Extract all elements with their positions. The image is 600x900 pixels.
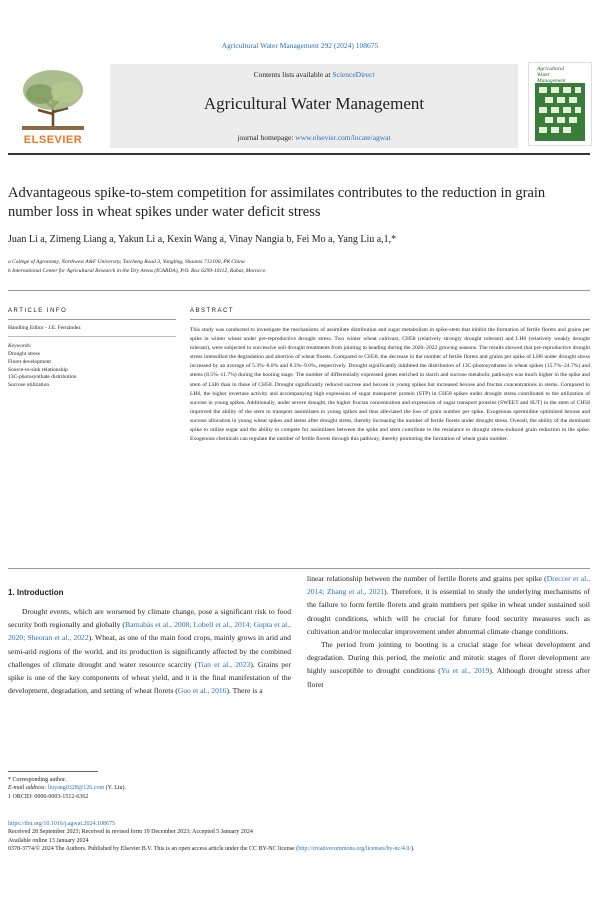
publisher-name: ELSEVIER (23, 134, 83, 146)
intro-paragraph-1 (8, 605, 291, 697)
affiliation-b: b International Center for Agricultural Research in the Dry Areas (ICARDA), P.O. Box 6299-10112, Rabat, Morocco (8, 268, 266, 274)
abstract-heading: ABSTRACT (190, 308, 235, 314)
abstract-text: This study was conducted to investigate the mechanisms of assimilate distribution and sugar metabolism in spike-stem that inhibit the formation of fertile florets and grains per spike in winter wheat under pre-reproductive drought stress. Two winter wheat cultivars, CH58 (relatively strongly drought tolerant) and LH6 (relatively weakly drought tolerant), were subjected to successive soil drought treatments from jointing to heading during the 2020–2022 growing seasons. The results showed that pre-reproductive drought stress intensified the degradation and abortion of wheat florets. Compared to CH58, the decrease in the number of fertile florets and grains per spike of LH6 under drought stress increased by an average of 5.3%–8.0% and 8.3%–9.0%, respectively. Drought significantly inhibited the distribution of 13C-photosynthates in wheat spikes (15.7%–24.7%) and stems (8.5%–11.7%) during the booting stage. The number of differentially expressed genes enriched in starch and sucrose metabolic pathways was much higher in the spike and stem of LH6 than in those of CH58. Drought significantly reduced sucrose and hexose in young spikes but increased hexose and fructan concentrations in stems. Compared to LH6, the higher invertase activity and accompanying high expression of sugar transporter protein (STP) in CH58 spikes under drought stress contributed to the utilization of sucrose in young spikes. Additionally, under severe drought, the higher fructan concentration and expression of sugar transport proteins (SWEET and SUT) in the stem of CH58 improved the ability of the stem to transport assimilates to young spikes and thus alleviated the loss of grain number per spike. Exogenous spermidine optimized hexose and sucrose allocation in young wheat spikes and stems after drought stress, thereby increasing the number of fertile florets under drought stress. Overall, the ability of the dominant spike to utilize sugar and the ability to compete for assimilates between the spike and stem contribute to the resistance to drought stress-induced grain reduction in the spike. Exogenous chemicals can regulate the number of fertile florets through this pathway, thereby promoting the formation of wheat grain number. (190, 327, 590, 443)
orcid-note: 1 ORCID: 0000-0003-1512-6362 (8, 793, 89, 800)
text-span: Drought events, which are worsened by climate change, pose a significant risk to food security both regionally and globally ( (8, 607, 291, 630)
intro-left-column (8, 605, 291, 697)
journal-citation[interactable]: Agricultural Water Management 292 (2024) 108675 (221, 41, 379, 50)
doi-link[interactable]: https://doi.org/10.1016/j.agwat.2024.108675 (8, 821, 116, 827)
journal-homepage (110, 133, 518, 142)
article-info-heading: ARTICLE INFO (8, 308, 68, 314)
publication-info (8, 820, 590, 853)
article-info-rule-2 (8, 336, 176, 337)
sciencedirect-link[interactable]: ScienceDirect (332, 70, 375, 79)
email-note (8, 784, 308, 792)
email-suffix: (Y. Liu). (104, 785, 127, 792)
intro-right-column (307, 572, 590, 691)
text-span: ). (411, 845, 415, 852)
text-span: linear relationship between the number of fertile florets and grains per spike ( (307, 574, 547, 583)
text-span: ). Grains per spike is one of the key components of wheat yield, and it is the final manifestation of the development, degradation, and setting of wheat florets ( (8, 659, 292, 696)
homepage-prefix: journal homepage: (237, 133, 296, 142)
footnote-rule (8, 771, 98, 772)
license-text (8, 845, 590, 853)
contents-prefix: Contents lists available at (253, 70, 333, 79)
introduction-heading: 1. Introduction (8, 588, 64, 597)
header-divider (8, 153, 590, 155)
article-title: Advantageous spike-to-stem competition for assimilates contributes to the reduction in grain number loss in wheat spikes under water deficit stress (8, 185, 546, 220)
email-link[interactable]: liuyang0328@126.com (47, 785, 105, 792)
email-label: E-mail address: (8, 785, 48, 792)
citation-link[interactable]: Tian et al., 2023 (197, 659, 251, 669)
abstract-rule (190, 319, 590, 320)
homepage-link[interactable]: www.elsevier.com/locate/agwat (295, 133, 391, 142)
keyword: 13C-photosynthate distribution (8, 374, 77, 381)
author-list: Juan Li a, Zimeng Liang a, Yakun Li a, Kexin Wang a, Vinay Nangia b, Fei Mo a, Yang Liu a,1,* (8, 234, 397, 245)
intro-paragraph-1-cont (307, 574, 590, 636)
citation-link[interactable]: Dreccer et al., 2014; Zhang et al., 2021 (307, 574, 590, 597)
text-span: ). There is a (226, 686, 263, 696)
keyword: Source-to-sink relationship (8, 366, 68, 373)
section-divider (8, 290, 590, 291)
text-span: ). Although drought stress after floret (307, 666, 590, 689)
available-online: Available online 13 January 2024 (8, 837, 89, 844)
footnotes (8, 776, 308, 801)
keyword: Floret development (8, 358, 51, 365)
text-span: 0378-3774/© 2024 The Authors. Published by Elsevier B.V. This is an open access article under the CC BY-NC license ( (8, 845, 299, 852)
citation-link[interactable]: Yu et al., 2019 (440, 666, 490, 676)
citation-link[interactable]: Barnabás et al., 2008; Lobell et al., 2014; Gupta et al., 2020; Sheoran et al., 2022 (8, 620, 291, 643)
affiliation-a: a College of Agronomy, Northwest A&F University, Taicheng Road 3, Yangling, Shaanxi 712100, PR China (8, 259, 245, 265)
corresponding-author-note: * Corresponding author. (8, 777, 67, 783)
cover-title: Agricultural Water Management (537, 66, 566, 84)
journal-title: Agricultural Water Management (203, 94, 425, 113)
contents-line (110, 70, 518, 79)
article-info-rule (8, 319, 176, 320)
license-link[interactable]: http://creativecommons.org/licenses/by-nc/4.0/ (298, 845, 412, 852)
text-span: ). Therefore, it is essential to study the underlying mechanisms of the failure to form fertile florets and grain numbers per spike in wheat under sustained soil drought conditions, which will be crucial for future food security measures such as cultivation and/or molecular improvement under abnormal climate change conditions. (307, 587, 590, 636)
handling-editor: Handling Editor - J.E. Fernández (8, 325, 81, 331)
keyword-list (8, 351, 77, 390)
text-span: The period from jointing to booting is a crucial stage for wheat development and degradation. During this period, the meiotic and mitotic stages of floret development are highly susceptible to drought conditions ( (307, 640, 590, 676)
keywords-heading: Keywords: (8, 343, 32, 349)
journal-cover-image[interactable] (528, 62, 592, 146)
keyword: Sucrose utilization (8, 382, 50, 389)
intro-paragraph-2 (307, 638, 590, 691)
body-divider (8, 568, 590, 569)
keyword: Drought stress (8, 351, 40, 357)
citation-link[interactable]: Guo et al., 2016 (177, 686, 227, 696)
text-span: ). Wheat, as one of the main food crops, mainly grows in arid and semi-arid regions of the world, and its production is significantly affected by the combined challenges of climate drought and water resource scarcity ( (8, 633, 291, 669)
received-dates: Received 28 September 2023; Received in revised form 19 December 2023; Accepted 5 January 2024 (8, 829, 253, 836)
